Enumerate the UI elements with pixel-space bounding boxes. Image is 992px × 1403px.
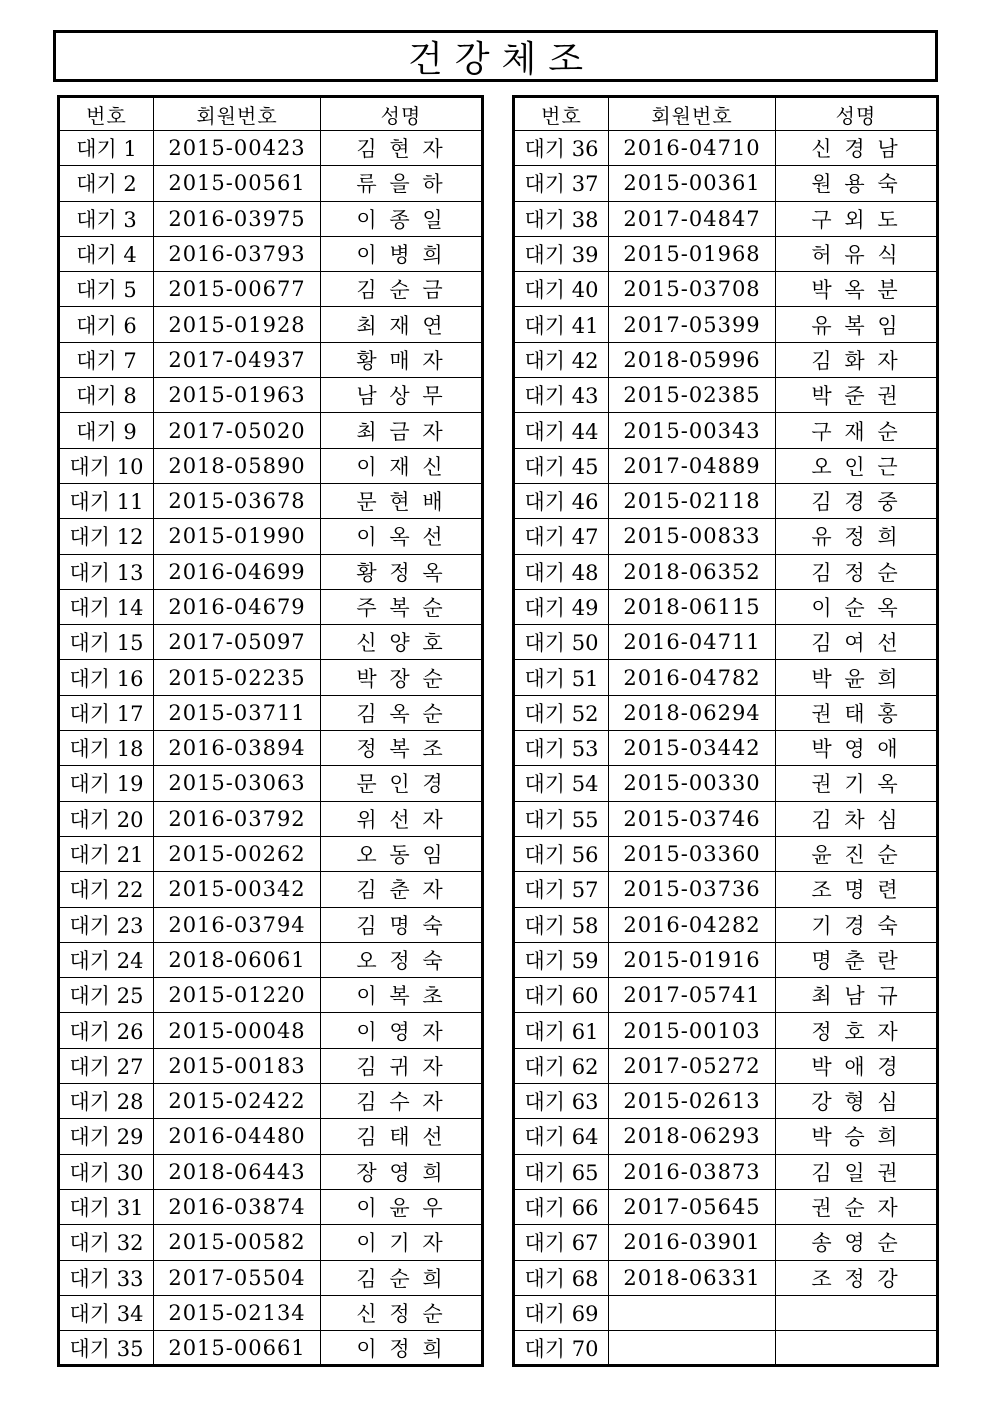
member-id: 2015-02385 (609, 378, 776, 413)
member-id (609, 1331, 776, 1366)
table-row (59, 1225, 483, 1260)
table-row (514, 1119, 938, 1154)
table-row (514, 1189, 938, 1224)
member-id: 2015-00833 (609, 519, 776, 554)
member-name: 김 차 심 (776, 801, 938, 836)
row-no: 대기 29 (59, 1119, 154, 1154)
row-no: 대기 42 (514, 342, 609, 377)
member-name: 구 재 순 (776, 413, 938, 448)
member-id: 2017-04847 (609, 201, 776, 236)
member-name: 이 종 일 (321, 201, 483, 236)
member-id: 2018-06352 (609, 554, 776, 589)
member-id: 2016-04699 (154, 554, 321, 589)
member-name: 신 양 호 (321, 625, 483, 660)
table-row (514, 1331, 938, 1366)
member-id: 2016-04679 (154, 589, 321, 624)
row-no: 대기 51 (514, 660, 609, 695)
member-name: 김 경 중 (776, 483, 938, 518)
row-no: 대기 40 (514, 272, 609, 307)
table-row (59, 307, 483, 342)
member-name: 정 복 조 (321, 731, 483, 766)
row-no: 대기 17 (59, 695, 154, 730)
row-no: 대기 15 (59, 625, 154, 660)
row-no: 대기 37 (514, 166, 609, 201)
table-row (59, 519, 483, 554)
row-no: 대기 39 (514, 236, 609, 271)
page-title: 건강체조 (407, 38, 596, 80)
table-row (514, 1154, 938, 1189)
member-id: 2015-03711 (154, 695, 321, 730)
member-name: 이 병 희 (321, 236, 483, 271)
member-id: 2018-06115 (609, 589, 776, 624)
member-id: 2015-03678 (154, 483, 321, 518)
member-id: 2015-02134 (154, 1295, 321, 1330)
member-id: 2016-04711 (609, 625, 776, 660)
table-row (59, 272, 483, 307)
row-no: 대기 25 (59, 978, 154, 1013)
table-row (59, 1154, 483, 1189)
member-id: 2015-00361 (609, 166, 776, 201)
row-no: 대기 2 (59, 166, 154, 201)
row-no: 대기 64 (514, 1119, 609, 1154)
col-header-no: 번호 (59, 97, 154, 131)
row-no: 대기 19 (59, 766, 154, 801)
row-no: 대기 47 (514, 519, 609, 554)
member-id: 2016-03792 (154, 801, 321, 836)
table-row (59, 660, 483, 695)
table-row (514, 413, 938, 448)
member-name: 김 정 순 (776, 554, 938, 589)
table-row (514, 519, 938, 554)
table-row (514, 166, 938, 201)
member-name: 조 명 련 (776, 872, 938, 907)
member-name: 김 화 자 (776, 342, 938, 377)
member-name: 김 명 숙 (321, 907, 483, 942)
member-name: 주 복 순 (321, 589, 483, 624)
member-id: 2015-00582 (154, 1225, 321, 1260)
member-id: 2018-06293 (609, 1119, 776, 1154)
member-id: 2015-02235 (154, 660, 321, 695)
member-name: 강 형 심 (776, 1084, 938, 1119)
table-row (514, 236, 938, 271)
member-id: 2015-00677 (154, 272, 321, 307)
row-no: 대기 41 (514, 307, 609, 342)
row-no: 대기 45 (514, 448, 609, 483)
roster-table-right (512, 95, 939, 1367)
member-name: 신 경 남 (776, 131, 938, 166)
member-id: 2018-06443 (154, 1154, 321, 1189)
title-box (53, 30, 938, 82)
row-no: 대기 69 (514, 1295, 609, 1330)
row-no: 대기 23 (59, 907, 154, 942)
member-name: 박 영 애 (776, 731, 938, 766)
row-no: 대기 55 (514, 801, 609, 836)
table-row (59, 1189, 483, 1224)
member-id: 2018-05890 (154, 448, 321, 483)
tables-container (0, 95, 992, 1367)
member-name: 이 재 신 (321, 448, 483, 483)
member-name: 박 윤 희 (776, 660, 938, 695)
member-name: 김 현 자 (321, 131, 483, 166)
member-id: 2017-05741 (609, 978, 776, 1013)
row-no: 대기 9 (59, 413, 154, 448)
row-no: 대기 18 (59, 731, 154, 766)
member-name: 권 기 옥 (776, 766, 938, 801)
member-id: 2015-01968 (609, 236, 776, 271)
member-name: 명 춘 란 (776, 942, 938, 977)
row-no: 대기 28 (59, 1084, 154, 1119)
member-name: 문 현 배 (321, 483, 483, 518)
table-row (514, 272, 938, 307)
member-name: 박 준 권 (776, 378, 938, 413)
member-id: 2015-03360 (609, 836, 776, 871)
member-name: 장 영 희 (321, 1154, 483, 1189)
row-no: 대기 5 (59, 272, 154, 307)
row-no: 대기 59 (514, 942, 609, 977)
table-row (514, 660, 938, 695)
member-id: 2015-00343 (609, 413, 776, 448)
member-id: 2015-01963 (154, 378, 321, 413)
member-id: 2016-03901 (609, 1225, 776, 1260)
member-name: 오 정 숙 (321, 942, 483, 977)
member-name: 기 경 숙 (776, 907, 938, 942)
row-no: 대기 16 (59, 660, 154, 695)
member-name: 황 정 옥 (321, 554, 483, 589)
row-no: 대기 65 (514, 1154, 609, 1189)
row-no: 대기 24 (59, 942, 154, 977)
row-no: 대기 8 (59, 378, 154, 413)
member-name: 이 윤 우 (321, 1189, 483, 1224)
row-no: 대기 70 (514, 1331, 609, 1366)
member-name: 박 승 희 (776, 1119, 938, 1154)
row-no: 대기 14 (59, 589, 154, 624)
row-no: 대기 13 (59, 554, 154, 589)
row-no: 대기 31 (59, 1189, 154, 1224)
row-no: 대기 63 (514, 1084, 609, 1119)
row-no: 대기 56 (514, 836, 609, 871)
member-id: 2015-02422 (154, 1084, 321, 1119)
member-id: 2015-00103 (609, 1013, 776, 1048)
header-row (514, 97, 938, 131)
member-name: 박 애 경 (776, 1048, 938, 1083)
member-id: 2015-00342 (154, 872, 321, 907)
row-no: 대기 10 (59, 448, 154, 483)
member-id: 2016-03874 (154, 1189, 321, 1224)
member-id: 2017-05504 (154, 1260, 321, 1295)
member-id: 2015-01990 (154, 519, 321, 554)
row-no: 대기 38 (514, 201, 609, 236)
member-id: 2016-03894 (154, 731, 321, 766)
row-no: 대기 62 (514, 1048, 609, 1083)
row-no: 대기 33 (59, 1260, 154, 1295)
table-row (514, 801, 938, 836)
table-row (59, 942, 483, 977)
member-name: 김 순 희 (321, 1260, 483, 1295)
member-id: 2015-00423 (154, 131, 321, 166)
table-row (59, 236, 483, 271)
row-no: 대기 3 (59, 201, 154, 236)
member-id: 2018-06331 (609, 1260, 776, 1295)
row-no: 대기 43 (514, 378, 609, 413)
table-row (59, 166, 483, 201)
member-id: 2015-03708 (609, 272, 776, 307)
member-id: 2017-05020 (154, 413, 321, 448)
member-id: 2015-03736 (609, 872, 776, 907)
member-name: 문 인 경 (321, 766, 483, 801)
member-id: 2017-04937 (154, 342, 321, 377)
table-row (514, 766, 938, 801)
member-name: 송 영 순 (776, 1225, 938, 1260)
table-row (59, 1119, 483, 1154)
row-no: 대기 44 (514, 413, 609, 448)
member-id: 2015-01916 (609, 942, 776, 977)
row-no: 대기 20 (59, 801, 154, 836)
member-name: 박 옥 분 (776, 272, 938, 307)
row-no: 대기 12 (59, 519, 154, 554)
row-no: 대기 11 (59, 483, 154, 518)
table-row (59, 1084, 483, 1119)
table-row (59, 695, 483, 730)
member-name: 신 정 순 (321, 1295, 483, 1330)
table-row (59, 201, 483, 236)
member-name: 정 호 자 (776, 1013, 938, 1048)
header-row (59, 97, 483, 131)
member-id: 2018-06294 (609, 695, 776, 730)
table-row (514, 1084, 938, 1119)
table-row (59, 589, 483, 624)
member-id: 2016-03975 (154, 201, 321, 236)
table-row (514, 131, 938, 166)
roster-table-left (57, 95, 484, 1367)
table-row (59, 483, 483, 518)
table-row (59, 413, 483, 448)
table-row (514, 695, 938, 730)
table-row (514, 1048, 938, 1083)
row-no: 대기 67 (514, 1225, 609, 1260)
table-row (514, 342, 938, 377)
row-no: 대기 66 (514, 1189, 609, 1224)
table-row (59, 554, 483, 589)
member-name: 권 태 홍 (776, 695, 938, 730)
row-no: 대기 35 (59, 1331, 154, 1366)
member-id: 2015-00262 (154, 836, 321, 871)
row-no: 대기 58 (514, 907, 609, 942)
member-id: 2016-04282 (609, 907, 776, 942)
member-id: 2015-03063 (154, 766, 321, 801)
member-name: 최 금 자 (321, 413, 483, 448)
member-id: 2015-01928 (154, 307, 321, 342)
table-row (59, 907, 483, 942)
member-id: 2015-03442 (609, 731, 776, 766)
table-row (59, 731, 483, 766)
row-no: 대기 61 (514, 1013, 609, 1048)
table-row (514, 1260, 938, 1295)
row-no: 대기 7 (59, 342, 154, 377)
table-row (59, 1331, 483, 1366)
col-header-no: 번호 (514, 97, 609, 131)
col-header-name: 성명 (776, 97, 938, 131)
table-row (514, 589, 938, 624)
member-id: 2016-04480 (154, 1119, 321, 1154)
member-id: 2015-00661 (154, 1331, 321, 1366)
member-id: 2015-00048 (154, 1013, 321, 1048)
member-id: 2016-04782 (609, 660, 776, 695)
row-no: 대기 22 (59, 872, 154, 907)
member-id: 2018-05996 (609, 342, 776, 377)
table-row (59, 1013, 483, 1048)
member-name: 남 상 무 (321, 378, 483, 413)
member-name: 박 장 순 (321, 660, 483, 695)
table-row (59, 448, 483, 483)
member-id: 2015-00330 (609, 766, 776, 801)
member-id: 2017-05097 (154, 625, 321, 660)
table-row (59, 378, 483, 413)
member-name: 최 재 연 (321, 307, 483, 342)
member-name: 김 태 선 (321, 1119, 483, 1154)
row-no: 대기 48 (514, 554, 609, 589)
member-id: 2015-03746 (609, 801, 776, 836)
member-id: 2017-05645 (609, 1189, 776, 1224)
col-header-member-id: 회원번호 (154, 97, 321, 131)
row-no: 대기 68 (514, 1260, 609, 1295)
col-header-name: 성명 (321, 97, 483, 131)
member-name: 김 춘 자 (321, 872, 483, 907)
member-id: 2015-02613 (609, 1084, 776, 1119)
member-name: 원 용 숙 (776, 166, 938, 201)
member-id: 2017-05272 (609, 1048, 776, 1083)
table-row (514, 1295, 938, 1330)
row-no: 대기 1 (59, 131, 154, 166)
table-row (59, 1295, 483, 1330)
member-id: 2015-02118 (609, 483, 776, 518)
table-row (59, 1260, 483, 1295)
row-no: 대기 50 (514, 625, 609, 660)
member-name: 유 복 임 (776, 307, 938, 342)
member-name: 이 옥 선 (321, 519, 483, 554)
member-name: 권 순 자 (776, 1189, 938, 1224)
row-no: 대기 49 (514, 589, 609, 624)
member-name: 위 선 자 (321, 801, 483, 836)
table-row (59, 766, 483, 801)
table-row (514, 625, 938, 660)
table-row (514, 554, 938, 589)
member-name: 오 인 근 (776, 448, 938, 483)
row-no: 대기 21 (59, 836, 154, 871)
col-header-member-id: 회원번호 (609, 97, 776, 131)
member-id: 2016-03794 (154, 907, 321, 942)
member-name: 이 영 자 (321, 1013, 483, 1048)
table-row (514, 942, 938, 977)
table-row (514, 836, 938, 871)
row-no: 대기 4 (59, 236, 154, 271)
row-no: 대기 30 (59, 1154, 154, 1189)
member-name: 유 정 희 (776, 519, 938, 554)
member-name: 김 일 권 (776, 1154, 938, 1189)
row-no: 대기 27 (59, 1048, 154, 1083)
member-id: 2015-01220 (154, 978, 321, 1013)
member-name: 오 동 임 (321, 836, 483, 871)
member-name (776, 1295, 938, 1330)
member-name: 조 정 강 (776, 1260, 938, 1295)
row-no: 대기 34 (59, 1295, 154, 1330)
table-row (59, 801, 483, 836)
member-name: 류 을 하 (321, 166, 483, 201)
table-row (514, 978, 938, 1013)
table-row (514, 307, 938, 342)
table-row (59, 872, 483, 907)
row-no: 대기 32 (59, 1225, 154, 1260)
member-id: 2015-00183 (154, 1048, 321, 1083)
row-no: 대기 36 (514, 131, 609, 166)
member-name: 김 옥 순 (321, 695, 483, 730)
member-name: 이 기 자 (321, 1225, 483, 1260)
table-row (59, 131, 483, 166)
table-row (514, 378, 938, 413)
row-no: 대기 54 (514, 766, 609, 801)
member-name: 김 여 선 (776, 625, 938, 660)
member-name: 황 매 자 (321, 342, 483, 377)
member-name: 김 귀 자 (321, 1048, 483, 1083)
member-id: 2018-06061 (154, 942, 321, 977)
table-row (514, 872, 938, 907)
table-row (59, 1048, 483, 1083)
row-no: 대기 52 (514, 695, 609, 730)
table-row (514, 731, 938, 766)
member-name: 윤 진 순 (776, 836, 938, 871)
member-name: 이 순 옥 (776, 589, 938, 624)
row-no: 대기 26 (59, 1013, 154, 1048)
member-name: 최 남 규 (776, 978, 938, 1013)
member-id: 2016-03793 (154, 236, 321, 271)
member-name: 김 순 금 (321, 272, 483, 307)
member-name (776, 1331, 938, 1366)
table-row (59, 625, 483, 660)
table-row (514, 483, 938, 518)
member-name: 허 유 식 (776, 236, 938, 271)
member-name: 이 복 초 (321, 978, 483, 1013)
member-id: 2017-04889 (609, 448, 776, 483)
row-no: 대기 46 (514, 483, 609, 518)
table-row (59, 836, 483, 871)
table-row (514, 1225, 938, 1260)
row-no: 대기 53 (514, 731, 609, 766)
table-row (514, 448, 938, 483)
member-name: 이 정 희 (321, 1331, 483, 1366)
member-id: 2016-04710 (609, 131, 776, 166)
row-no: 대기 6 (59, 307, 154, 342)
table-row (514, 201, 938, 236)
table-row (514, 1013, 938, 1048)
member-name: 김 수 자 (321, 1084, 483, 1119)
member-id: 2016-03873 (609, 1154, 776, 1189)
member-name: 구 외 도 (776, 201, 938, 236)
member-id: 2017-05399 (609, 307, 776, 342)
table-row (59, 978, 483, 1013)
table-row (514, 907, 938, 942)
member-id: 2015-00561 (154, 166, 321, 201)
row-no: 대기 57 (514, 872, 609, 907)
member-id (609, 1295, 776, 1330)
table-row (59, 342, 483, 377)
row-no: 대기 60 (514, 978, 609, 1013)
